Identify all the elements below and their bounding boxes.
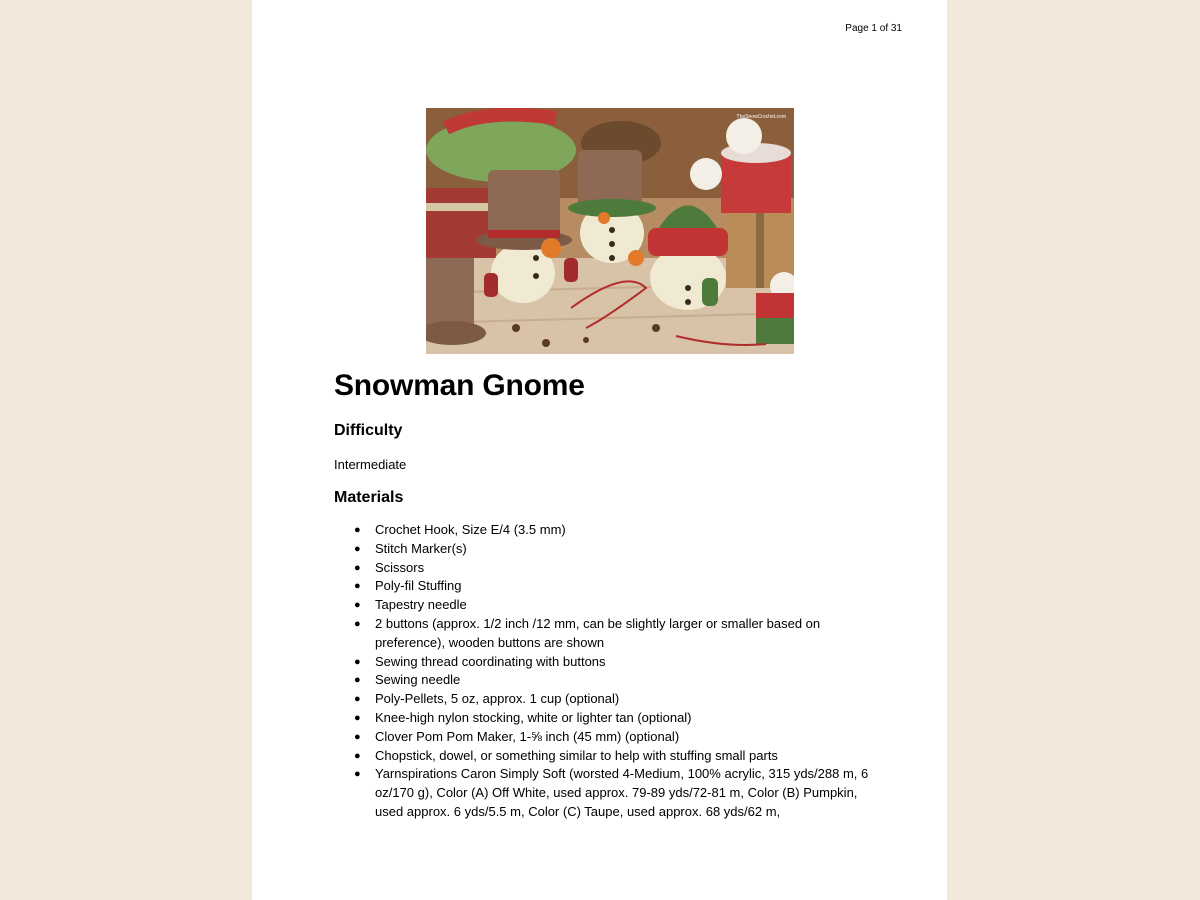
snowman-gnome-photo — [426, 108, 794, 354]
bullet-icon: ● — [354, 674, 361, 687]
document-title: Snowman Gnome — [334, 369, 585, 402]
bullet-icon: ● — [354, 711, 361, 724]
bullet-icon: ● — [354, 561, 361, 574]
bullet-icon: ● — [354, 617, 361, 630]
bullet-icon: ● — [354, 749, 361, 762]
material-item: ● Crochet Hook, Size E/4 (3.5 mm) — [334, 521, 874, 540]
bullet-icon: ● — [354, 655, 361, 668]
material-item: ● Tapestry needle — [334, 596, 874, 615]
materials-heading: Materials — [334, 489, 404, 506]
bullet-icon: ● — [354, 599, 361, 612]
photo-watermark: TheSnowCrochet.com — [736, 114, 786, 120]
document-content — [334, 366, 874, 822]
hero-photo — [426, 108, 794, 354]
bullet-icon: ● — [354, 730, 361, 743]
difficulty-heading: Difficulty — [334, 422, 403, 439]
material-item: ● Sewing needle — [334, 671, 874, 690]
material-item: ● 2 buttons (approx. 1/2 inch /12 mm, can be slightly larger or smaller based on preference), wooden buttons are shown — [354, 615, 821, 650]
bullet-icon: ● — [354, 542, 361, 555]
material-item: ● Knee-high nylon stocking, white or lighter tan (optional) — [334, 709, 874, 728]
material-item: ● Clover Pom Pom Maker, 1-⅝ inch (45 mm) (optional) — [334, 728, 874, 747]
material-item: ● Poly-Pellets, 5 oz, approx. 1 cup (optional) — [334, 690, 874, 709]
material-item: ● Yarnspirations Caron Simply Soft (worsted 4-Medium, 100% acrylic, 315 yds/288 m, 6 oz/170 g), Color (A) Off White, used approx. 79-89 yds/72-81 m, Color (B) Pumpkin, used approx. 6 yds/5.5 m, Color (C) Taupe, used approx. 68 yds/62 m, — [354, 766, 869, 819]
bullet-icon: ● — [354, 524, 361, 536]
material-item: ● Poly-fil Stuffing — [334, 577, 874, 596]
material-item: ● Stitch Marker(s) — [334, 540, 874, 559]
material-item: ● Scissors — [334, 559, 874, 578]
bullet-icon: ● — [354, 580, 361, 593]
material-item: ● Chopstick, dowel, or something similar to help with stuffing small parts — [334, 747, 874, 766]
material-item: ● Sewing thread coordinating with buttons — [334, 653, 874, 672]
materials-list — [334, 521, 874, 822]
bullet-icon: ● — [354, 693, 361, 706]
difficulty-value: Intermediate — [334, 457, 407, 472]
document-page — [252, 0, 947, 900]
bullet-icon: ● — [354, 768, 361, 781]
page-number: Page 1 of 31 — [845, 23, 902, 34]
